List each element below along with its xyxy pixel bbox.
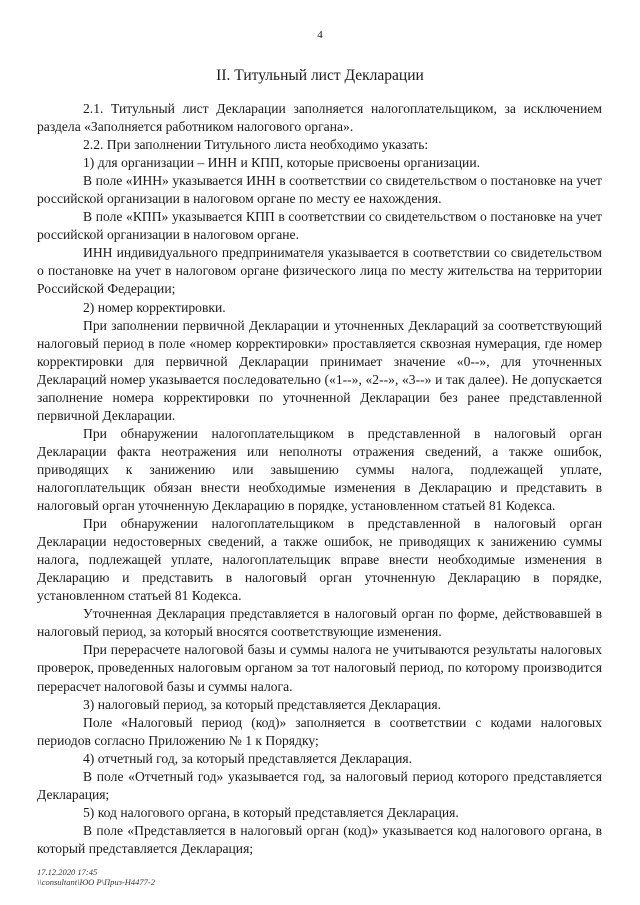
paragraph: 5) код налогового органа, в который представляется Декларация. <box>83 804 459 820</box>
paragraph: При обнаружении налогоплательщиком в представленной в налоговый орган Декларации недостоверных сведений, а также ошибок, не приводящих к занижению суммы налога, подлежащей уплате, налогоплательщик вправе внести необходимые изменения в Декларацию и представить в налоговый орган уточненную Декларацию в порядке, установленном статьей 81 Кодекса. <box>37 516 602 604</box>
paragraph: Уточненная Декларация представляется в налоговый орган по форме, действовавшей в налоговый период, за который вносятся соответствующие изменения. <box>37 606 602 640</box>
paragraph: 2) номер корректировки. <box>83 299 226 315</box>
paragraph: В поле «Отчетный год» указывается год, за налоговый период которого представляется Декларация; <box>37 768 602 802</box>
paragraph: В поле «ИНН» указывается ИНН в соответствии со свидетельством о постановке на учет российской организации в налоговом органе по месту ее нахождения. <box>37 173 602 207</box>
page-number: 4 <box>317 29 323 41</box>
paragraph: При заполнении первичной Декларации и уточненных Деклараций за соответствующий налоговый период в поле «номер корректировки» проставляется сквозная нумерация, где номер корректировки для первичной Декларации принимает значение «0--», для уточненных Деклараций номер указывается последовательно («1--», «2--», «3--» и так далее). Не допускается заполнение номера корректировки по уточненной Декларации без ранее представленной первичной Декларации. <box>37 317 602 423</box>
paragraph: 2.2. При заполнении Титульного листа необходимо указать: <box>83 137 429 153</box>
footer-timestamp: 17.12.2020 17:45 <box>37 867 98 877</box>
paragraph: В поле «Представляется в налоговый орган (код)» указывается код налогового органа, в который представляется Декларация; <box>37 822 602 856</box>
paragraph: 2.1. Титульный лист Декларации заполняется налогоплательщиком, за исключением раздела «Заполняется работником налогового органа». <box>37 101 602 135</box>
footer <box>37 867 155 887</box>
paragraph: 3) налоговый период, за который представляется Декларация. <box>83 696 442 712</box>
document-body <box>37 100 602 858</box>
paragraph: При обнаружении налогоплательщиком в представленной в налоговый орган Декларации факта неотражения или неполноты отражения сведений, а также ошибок, приводящих к занижению или завышению суммы налога, подлежащей уплате, налогоплательщик обязан внести необходимые изменения в Декларацию и представить в налоговый орган уточненную Декларацию в порядке, установленном статьей 81 Кодекса. <box>37 425 602 514</box>
section-title: II. Титульный лист Декларации <box>216 67 424 84</box>
paragraph: 4) отчетный год, за который представляется Декларация. <box>83 750 413 766</box>
paragraph: ИНН индивидуального предпринимателя указывается в соответствии со свидетельством о постановке на учет в налоговом органе физического лица по месту жительства на территории Российской Федерации; <box>37 245 602 297</box>
footer-path: \\consultant\ЮО Р\Приз-Н4477-2 <box>37 877 155 887</box>
paragraph: Поле «Налоговый период (код)» заполняется в соответствии с кодами налоговых периодов согласно Приложению № 1 к Порядку; <box>37 714 602 748</box>
paragraph: При перерасчете налоговой базы и суммы налога не учитываются результаты налоговых проверок, проведенных налоговым органом за тот налоговый период, по которому производится перерасчет налоговой базы и суммы налога. <box>37 642 602 694</box>
paragraph: В поле «КПП» указывается КПП в соответствии со свидетельством о постановке на учет российской организации в налоговом органе. <box>37 209 602 243</box>
paragraph: 1) для организации – ИНН и КПП, которые присвоены организации. <box>83 155 481 171</box>
